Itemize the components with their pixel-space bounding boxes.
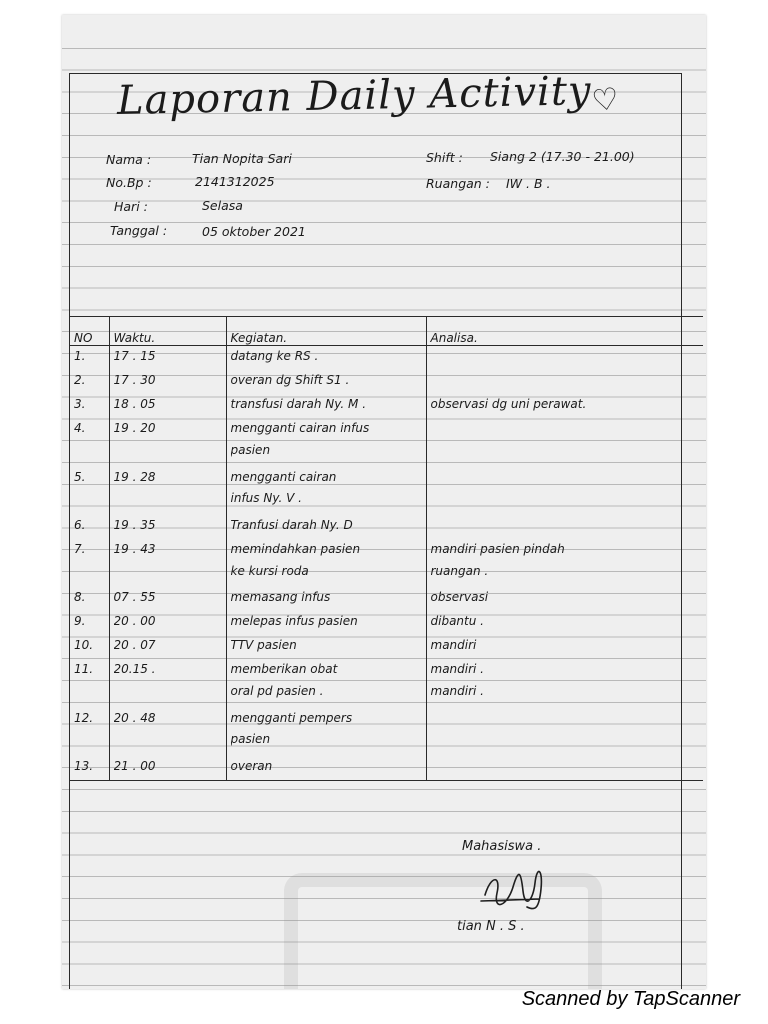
row-waktu xyxy=(109,659,226,707)
row-waktu xyxy=(109,346,226,371)
row-no-line: 13. xyxy=(74,758,94,773)
scanner-credit: Scanned by TapScanner xyxy=(521,988,740,1010)
row-no-line xyxy=(74,488,109,510)
row-waktu-line: 19 . 35 xyxy=(113,517,156,532)
row-analisa-line xyxy=(431,488,704,510)
row-analisa xyxy=(426,659,703,707)
row-analisa-line: observasi dg uni perawat. xyxy=(430,397,587,412)
row-kegiatan xyxy=(226,394,426,418)
row-kegiatan xyxy=(226,515,426,539)
nama-label: Nama : xyxy=(106,152,152,167)
ruangan-value: IW . B . xyxy=(506,176,551,191)
row-no xyxy=(70,467,109,515)
heart-doodle-icon: ♡ xyxy=(589,81,622,120)
row-no-line: 5. xyxy=(74,469,86,484)
row-analisa-line: mandiri pasien pindah xyxy=(430,541,565,556)
page-title: Laporan Daily Activity xyxy=(116,68,592,124)
row-kegiatan-line: pasien xyxy=(230,443,271,458)
row-analisa-line: observasi xyxy=(430,590,489,605)
row-no xyxy=(70,611,109,635)
tanggal-label: Tanggal : xyxy=(110,223,168,238)
row-waktu xyxy=(109,467,226,515)
hari-value: Selasa xyxy=(202,198,243,213)
row-waktu xyxy=(109,394,226,418)
row-analisa-line xyxy=(431,467,704,489)
row-kegiatan xyxy=(226,370,426,394)
row-kegiatan-line: pasien xyxy=(230,732,271,747)
notebook-page xyxy=(62,15,706,989)
row-analisa-line: mandiri . xyxy=(430,662,484,677)
row-analisa-line xyxy=(431,370,704,392)
table-row xyxy=(70,467,703,515)
row-waktu-line xyxy=(114,681,226,703)
row-kegiatan xyxy=(226,708,426,756)
row-waktu-line: 18 . 05 xyxy=(113,397,156,412)
row-analisa-line xyxy=(431,346,704,368)
row-no-line: 11. xyxy=(74,662,94,677)
row-waktu xyxy=(109,587,226,611)
row-waktu-line: 21 . 00 xyxy=(113,758,156,773)
row-kegiatan xyxy=(226,659,426,707)
table-row xyxy=(70,587,703,611)
row-kegiatan-line: infus Ny. V . xyxy=(230,491,302,506)
row-waktu-line: 19 . 20 xyxy=(113,421,156,436)
row-kegiatan xyxy=(226,756,426,781)
row-kegiatan-line: Tranfusi darah Ny. D xyxy=(230,517,353,532)
col-header-analisa: Analisa. xyxy=(426,317,703,346)
row-kegiatan xyxy=(226,611,426,635)
row-analisa-line xyxy=(431,515,704,537)
row-no-line xyxy=(74,561,109,583)
table-row xyxy=(70,370,703,394)
row-waktu xyxy=(109,539,226,587)
row-waktu xyxy=(109,635,226,659)
row-waktu-line: 19 . 28 xyxy=(113,469,156,484)
row-no-line xyxy=(74,729,109,751)
row-waktu xyxy=(109,515,226,539)
table-row xyxy=(70,515,703,539)
row-no-line: 4. xyxy=(74,421,86,436)
activity-table xyxy=(70,316,703,781)
row-no-line: 8. xyxy=(74,590,86,605)
row-kegiatan-line: mengganti pempers xyxy=(230,710,353,725)
nobp-value: 2141312025 xyxy=(195,174,275,189)
row-analisa xyxy=(426,635,703,659)
row-analisa xyxy=(426,394,703,418)
shift-value: Siang 2 (17.30 - 21.00) xyxy=(490,149,635,164)
table-row xyxy=(70,635,703,659)
row-no-line: 9. xyxy=(74,614,86,629)
col-header-kegiatan: Kegiatan. xyxy=(226,317,426,346)
row-analisa xyxy=(426,539,703,587)
row-kegiatan-line: memindahkan pasien xyxy=(230,541,361,556)
handwritten-signature xyxy=(477,861,557,917)
row-analisa-line xyxy=(431,729,704,751)
row-waktu-line xyxy=(114,729,226,751)
row-no-line xyxy=(74,440,109,462)
row-analisa xyxy=(426,587,703,611)
row-analisa-line xyxy=(431,418,704,440)
table-row xyxy=(70,346,703,371)
row-no-line: 2. xyxy=(74,373,86,388)
row-no xyxy=(70,515,109,539)
table-row xyxy=(70,539,703,587)
row-no-line: 1. xyxy=(74,349,86,363)
row-kegiatan-line: ke kursi roda xyxy=(230,563,309,578)
table-row xyxy=(70,418,703,466)
row-kegiatan-line: overan xyxy=(230,758,273,773)
nobp-label: No.Bp : xyxy=(106,175,152,190)
row-analisa xyxy=(426,756,703,781)
row-no xyxy=(70,370,109,394)
row-analisa xyxy=(426,418,703,466)
row-kegiatan-line: mengganti cairan xyxy=(230,469,337,484)
row-no xyxy=(70,659,109,707)
row-waktu-line: 20.15 . xyxy=(113,662,156,677)
col-header-no: NO xyxy=(70,317,109,346)
row-kegiatan-line: TTV pasien xyxy=(230,638,297,653)
row-waktu-line: 19 . 43 xyxy=(113,541,156,556)
row-analisa xyxy=(426,467,703,515)
row-kegiatan-line: oral pd pasien . xyxy=(230,684,324,699)
row-kegiatan xyxy=(226,539,426,587)
table-row xyxy=(70,394,703,418)
row-kegiatan-line: mengganti cairan infus xyxy=(230,421,370,436)
signature-name: tian N . S . xyxy=(457,919,525,934)
row-kegiatan-line: datang ke RS . xyxy=(230,349,319,363)
row-no-line: 3. xyxy=(74,397,86,412)
row-kegiatan-line: memberikan obat xyxy=(230,662,338,677)
row-waktu-line: 17 . 15 xyxy=(113,349,156,363)
signature-label: Mahasiswa . xyxy=(462,839,542,854)
row-analisa-line xyxy=(431,708,704,730)
row-waktu-line: 17 . 30 xyxy=(113,373,156,388)
row-analisa-line xyxy=(431,756,704,778)
row-analisa xyxy=(426,515,703,539)
tanggal-value: 05 oktober 2021 xyxy=(202,224,306,239)
row-no-line xyxy=(74,681,109,703)
row-no xyxy=(70,708,109,756)
row-no-line: 6. xyxy=(74,517,86,532)
row-analisa xyxy=(426,370,703,394)
row-no xyxy=(70,756,109,781)
row-no xyxy=(70,635,109,659)
row-waktu-line xyxy=(114,561,226,583)
row-analisa-line xyxy=(431,440,704,462)
table-row xyxy=(70,756,703,781)
row-waktu xyxy=(109,708,226,756)
hari-label: Hari : xyxy=(114,199,148,214)
row-analisa xyxy=(426,611,703,635)
row-no xyxy=(70,587,109,611)
row-analisa xyxy=(426,708,703,756)
col-header-waktu: Waktu. xyxy=(109,317,226,346)
row-waktu-line xyxy=(114,488,226,510)
table-row xyxy=(70,708,703,756)
row-no-line: 12. xyxy=(74,710,94,725)
table-row xyxy=(70,611,703,635)
row-kegiatan-line: melepas infus pasien xyxy=(230,614,358,629)
row-kegiatan xyxy=(226,418,426,466)
table-row xyxy=(70,659,703,707)
row-waktu xyxy=(109,370,226,394)
ruangan-label: Ruangan : xyxy=(426,176,490,191)
nama-value: Tian Nopita Sari xyxy=(192,151,292,166)
row-kegiatan-line: memasang infus xyxy=(230,590,331,605)
row-kegiatan xyxy=(226,467,426,515)
row-analisa-line: ruangan . xyxy=(430,563,489,578)
shift-label: Shift : xyxy=(426,150,463,165)
row-kegiatan xyxy=(226,587,426,611)
row-waktu-line: 20 . 07 xyxy=(113,638,156,653)
row-kegiatan-line: transfusi darah Ny. M . xyxy=(230,397,367,412)
row-no xyxy=(70,346,109,371)
row-no xyxy=(70,418,109,466)
row-no xyxy=(70,539,109,587)
row-analisa xyxy=(426,346,703,371)
row-waktu xyxy=(109,756,226,781)
row-analisa-line: dibantu . xyxy=(430,614,484,629)
row-analisa-line: mandiri xyxy=(430,638,477,653)
row-no xyxy=(70,394,109,418)
row-analisa-line: mandiri . xyxy=(430,684,484,699)
row-kegiatan-line: overan dg Shift S1 . xyxy=(230,373,350,388)
row-waktu-line: 20 . 00 xyxy=(113,614,156,629)
row-waktu-line: 07 . 55 xyxy=(113,590,156,605)
row-waktu-line xyxy=(114,440,226,462)
row-no-line: 7. xyxy=(74,541,86,556)
row-waktu xyxy=(109,418,226,466)
row-kegiatan xyxy=(226,635,426,659)
row-no-line: 10. xyxy=(74,638,94,653)
row-waktu xyxy=(109,611,226,635)
row-kegiatan xyxy=(226,346,426,371)
row-waktu-line: 20 . 48 xyxy=(113,710,156,725)
